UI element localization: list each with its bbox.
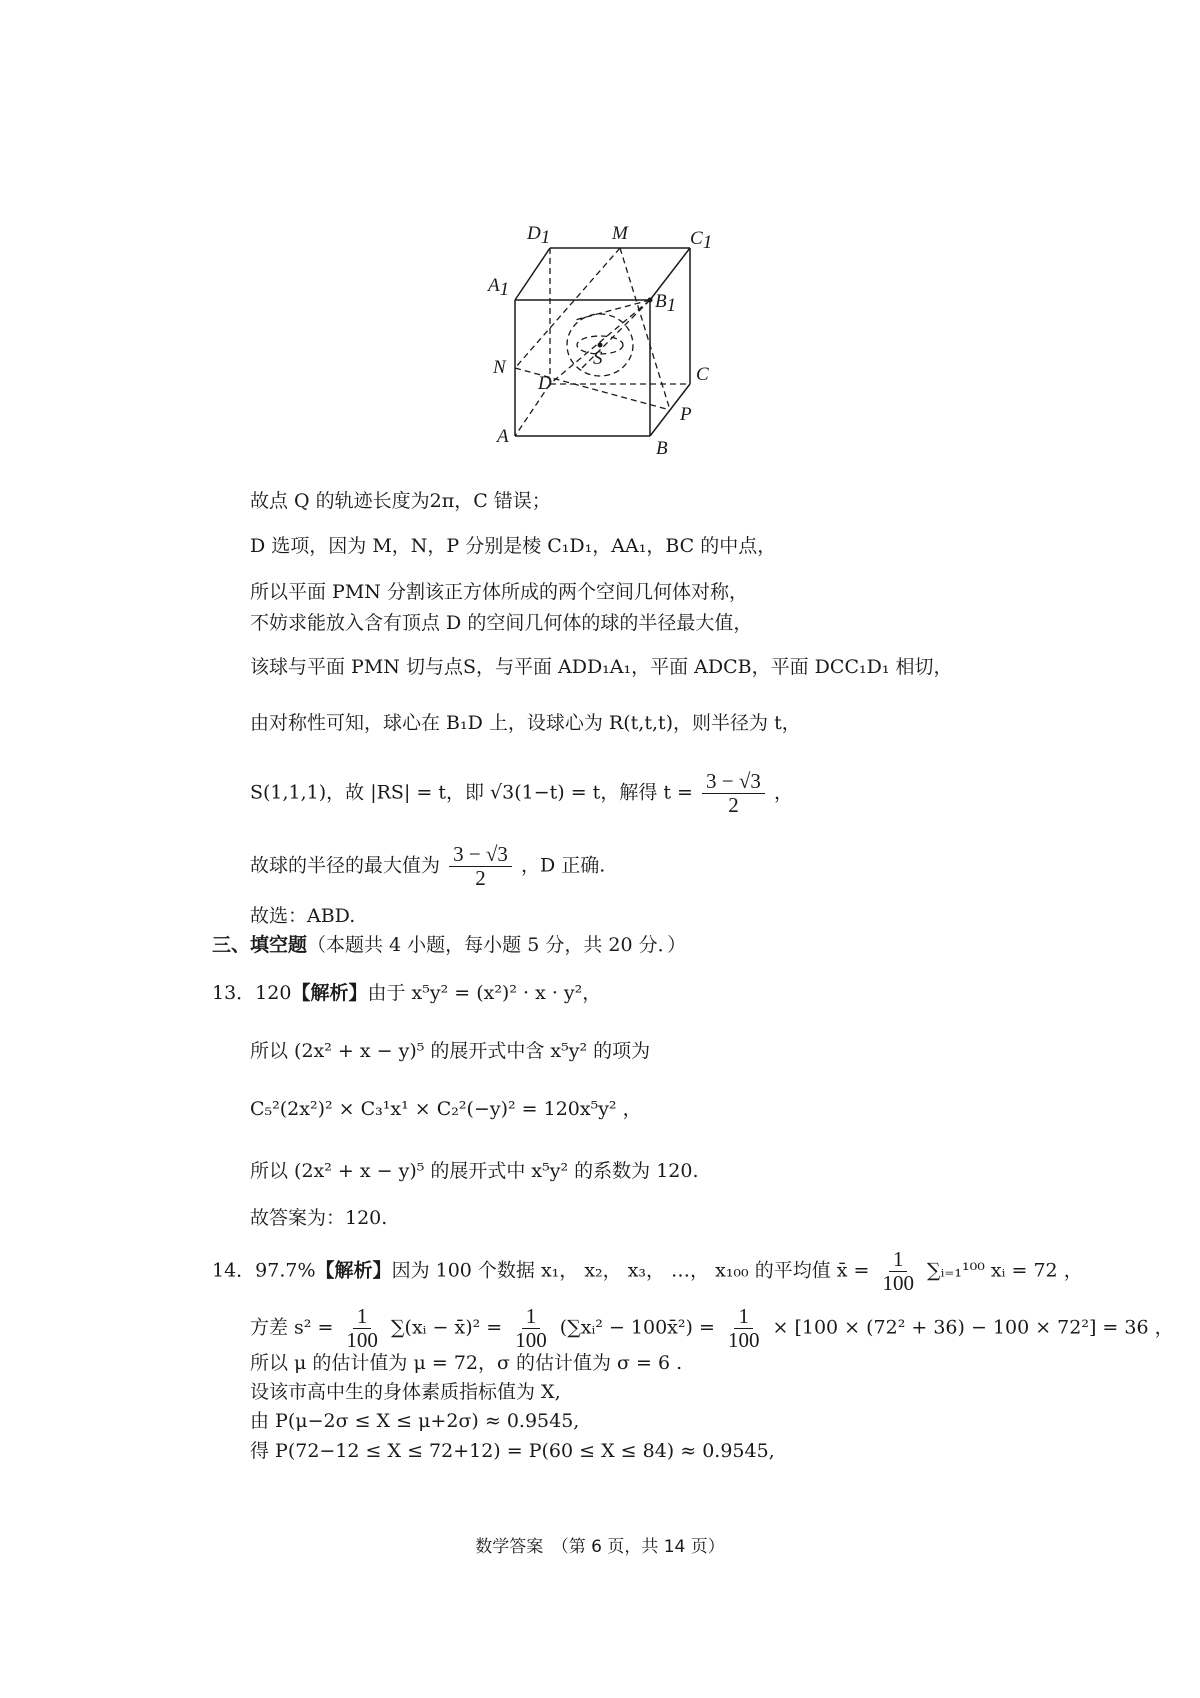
text-line-9: 故选：ABD. [250, 905, 356, 927]
fraction-variance-1 [342, 1305, 382, 1352]
problem-13-header [212, 982, 601, 1005]
label-p: P [680, 404, 692, 425]
variance-sum-2: (∑xᵢ² − 100x̄²) = [559, 1316, 715, 1339]
label-n: N [493, 357, 506, 378]
point-s [598, 343, 603, 348]
problem-14-answer: 14．97.7% [212, 1259, 316, 1282]
line-b1d [550, 300, 650, 384]
label-a1: A1 [488, 275, 510, 300]
label-b: B [656, 438, 668, 459]
label-b1: B1 [655, 291, 677, 316]
text-line-15: 故答案为：120. [250, 1207, 388, 1229]
fraction-denominator: 100 [346, 1328, 378, 1353]
page-footer: 数学答案 （第 6 页，共 14 页） [475, 1537, 725, 1557]
problem-14-text: 因为 100 个数据 x₁， x₂， x₃， …， x₁₀₀ 的平均值 x̄ = [391, 1259, 870, 1282]
text-line-4: 不妨求能放入含有顶点 D 的空间几何体的球的半径最大值， [250, 612, 753, 634]
text-line-19: 设该市高中生的身体素质指标值为 X, [250, 1381, 561, 1403]
text-line-13: C₅²(2x²)² × C₃¹x¹ × C₂²(−y)² = 120x⁵y² ， [250, 1098, 642, 1120]
text-line-8 [250, 843, 605, 890]
fraction-variance-2 [511, 1305, 551, 1352]
analysis-tag: 【解析】 [315, 1259, 392, 1282]
text-line-5: 该球与平面 PMN 切与点S，与平面 ADD₁A₁，平面 ADCB，平面 DCC₁D₁ 相切， [250, 656, 953, 678]
problem-14-header [212, 1248, 1083, 1295]
fraction-numerator: 1 [734, 1305, 753, 1329]
text-line-21: 得 P(72−12 ≤ X ≤ 72+12) = P(60 ≤ X ≤ 84) ≈ 0.9545, [250, 1440, 775, 1462]
line-b1-tangent-2 [580, 300, 650, 370]
fraction-mean [878, 1248, 918, 1295]
text-line-14: 所以 (2x² + x − y)⁵ 的展开式中 x⁵y² 的系数为 120. [250, 1160, 699, 1182]
text-line-2: D 选项，因为 M，N，P 分别是棱 C₁D₁，AA₁，BC 的中点， [250, 535, 777, 557]
fraction-numerator: 1 [522, 1305, 541, 1329]
line8-main: 故球的半径的最大值为 [250, 854, 441, 877]
fraction-denominator: 100 [727, 1328, 760, 1353]
section-note: （本题共 4 小题，每小题 5 分，共 20 分．） [307, 934, 687, 956]
label-m: M [612, 223, 628, 244]
line7-end: ， [773, 781, 793, 804]
fraction-denominator: 2 [475, 866, 486, 891]
point-b1 [648, 298, 653, 303]
label-d1: D1 [527, 223, 551, 248]
text-line-20: 由 P(μ−2σ ≤ X ≤ μ+2σ) ≈ 0.9545, [250, 1410, 580, 1432]
section-heading [212, 934, 686, 957]
text-line-18: 所以 μ 的估计值为 μ = 72，σ 的估计值为 σ = 6 . [250, 1352, 683, 1374]
variance-label: 方差 s² = [250, 1316, 334, 1339]
section-title: 三、填空题 [212, 934, 308, 956]
label-d: D [538, 373, 552, 394]
fraction-radius [449, 843, 512, 890]
text-line-1: 故点 Q 的轨迹长度为2π，C 错误； [250, 490, 551, 512]
fraction-denominator: 100 [515, 1328, 547, 1353]
text-line-3: 所以平面 PMN 分割该正方体所成的两个空间几何体对称， [250, 581, 748, 603]
text-line-7 [250, 770, 793, 817]
fraction-denominator: 100 [882, 1271, 914, 1296]
label-s: S [593, 348, 603, 369]
problem-13-text: 由于 x⁵y² = (x²)² · x · y²， [367, 982, 602, 1004]
cube-diagram [0, 0, 1200, 470]
variance-sum-1: ∑(xᵢ − x̄)² = [390, 1316, 503, 1339]
fraction-denominator: 2 [728, 793, 739, 818]
label-c1: C1 [690, 228, 713, 253]
fraction-variance-3 [724, 1305, 764, 1352]
mean-sum: ∑ᵢ₌₁¹⁰⁰ xᵢ = 72 ， [927, 1259, 1083, 1282]
problem-13-answer: 13．120 [212, 982, 292, 1004]
fraction-numerator: 3 − √3 [449, 843, 512, 867]
fraction-numerator: 3 − √3 [702, 770, 765, 794]
text-line-12: 所以 (2x² + x − y)⁵ 的展开式中含 x⁵y² 的项为 [250, 1040, 651, 1062]
label-c: C [696, 364, 709, 385]
text-line-6: 由对称性可知，球心在 B₁D 上，设球心为 R(t,t,t)，则半径为 t， [250, 712, 801, 734]
line7-main: S(1,1,1)，故 |RS| = t，即 √3(1−t) = t，解得 t = [250, 781, 693, 804]
fraction-t [702, 770, 765, 817]
line8-end: ，D 正确. [520, 854, 606, 877]
fraction-numerator: 1 [889, 1248, 908, 1272]
text-line-17 [250, 1305, 1174, 1352]
edge-a1d1 [515, 248, 550, 300]
label-a: A [497, 426, 509, 447]
analysis-tag: 【解析】 [291, 982, 368, 1004]
variance-result: × [100 × (72² + 36) − 100 × 72²] = 36 ， [772, 1316, 1174, 1339]
fraction-numerator: 1 [353, 1305, 372, 1329]
